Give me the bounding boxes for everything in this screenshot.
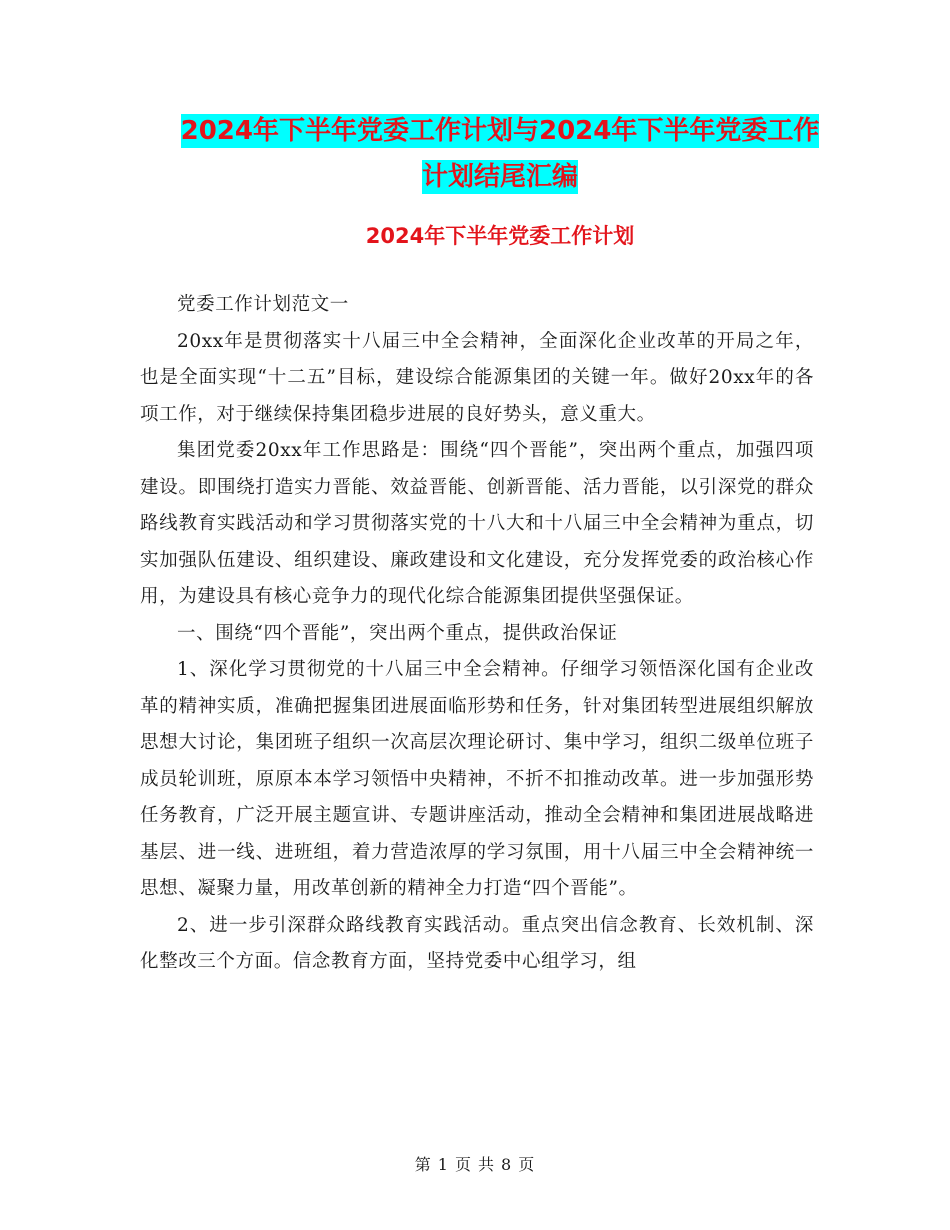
paragraph: 2、进一步引深群众路线教育实践活动。重点突出信念教育、长效机制、深化整改三个方面。信念教育方面，坚持党委中心组学习，组 [140,914,814,972]
footer-suffix: 页 [518,1155,536,1174]
document-body [140,287,814,981]
footer-middle: 页 共 [454,1155,496,1174]
paragraph: 20xx年是贯彻落实十八届三中全会精神，全面深化企业改革的开局之年，也是全面实现“十二五”目标，建设综合能源集团的关键一年。做好20xx年的各项工作，对于继续保持集团稳步进展的良好势头，意义重大。 [140,330,814,425]
footer-total-pages: 8 [501,1155,513,1174]
section-title: 2024年下半年党委工作计划 [365,224,635,248]
document-title-line-1: 2024年下半年党委工作计划与2024年下半年党委工作 [180,116,820,146]
paragraph-heading-sample: 党委工作计划范文一 [177,294,349,315]
document-title-line-2: 计划结尾汇编 [421,162,578,192]
document-title [140,108,860,200]
paragraph-subheading: 一、围绕“四个晋能”，突出两个重点，提供政治保证 [177,622,618,644]
paragraph: 1、深化学习贯彻党的十八届三中全会精神。仔细学习领悟深化国有企业改革的精神实质，准确把握集团进展面临形势和任务，针对集团转型进展组织解放思想大讨论，集团班子组织一次高层次理论研讨、集中学习，组织二级单位班子成员轮训班，原原本本学习领悟中央精神，不折不扣推动改革。进一步加强形势任务教育，广泛开展主题宣讲、专题讲座活动，推动全会精神和集团进展战略进基层、进一线、进班组，着力营造浓厚的学习氛围，用十八届三中全会精神统一思想、凝聚力量，用改革创新的精神全力打造“四个晋能”。 [140,659,814,899]
paragraph: 集团党委20xx年工作思路是：围绕“四个晋能”，突出两个重点，加强四项建设。即围绕打造实力晋能、效益晋能、创新晋能、活力晋能，以引深党的群众路线教育实践活动和学习贯彻落实党的十八大和十八届三中全会精神为重点，切实加强队伍建设、组织建设、廉政建设和文化建设，充分发挥党委的政治核心作用，为建设具有核心竞争力的现代化综合能源集团提供坚强保证。 [140,440,814,607]
footer-page-number: 1 [437,1155,449,1174]
page-footer [0,1152,950,1175]
footer-prefix: 第 [414,1155,432,1174]
